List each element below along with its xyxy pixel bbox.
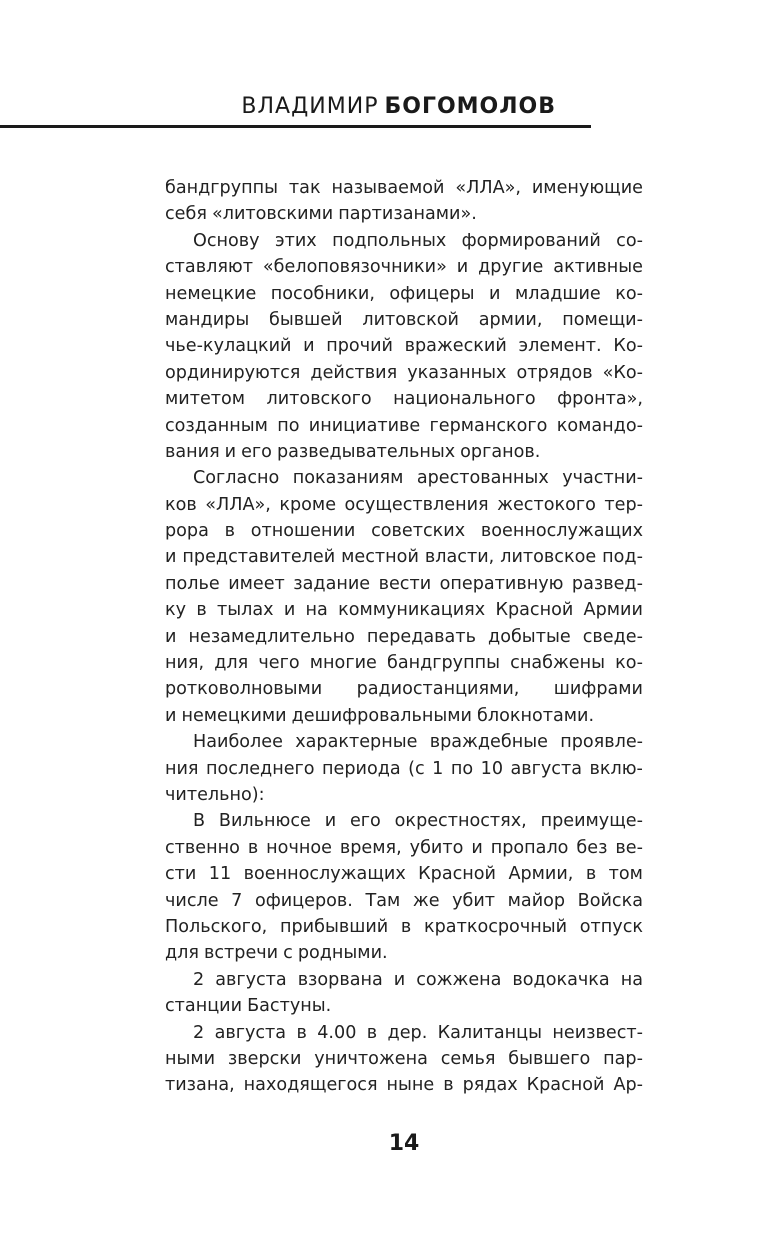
text-line: чье-кулацкий и прочий вражеский элемент. Ко- [165, 336, 643, 357]
header-rule [0, 125, 591, 128]
text-line: 2 августа взорвана и сожжена водокачка на [193, 969, 643, 990]
text-line: себя «литовскими партизанами». [165, 204, 477, 225]
text-line: ния, для чего многие бандгруппы снабжены ко- [165, 653, 643, 674]
text-line: Согласно показаниям арестованных участни- [193, 468, 643, 489]
text-line: мандиры бывшей литовской армии, помещи- [165, 309, 643, 330]
text-line: сти 11 военнослужащих Красной Армии, в том [165, 864, 643, 885]
page-number: 14 [388, 1131, 420, 1156]
text-line: ротковолновыми радиостанциями, шифрами [165, 679, 643, 700]
text-line: вания и его разведывательных органов. [165, 441, 541, 462]
author-first-name: ВЛАДИМИР [241, 94, 379, 119]
text-line: созданным по инициативе германского командо- [165, 415, 643, 436]
text-line: ными зверски уничтожена семья бывшего пар- [165, 1048, 643, 1069]
text-line: бандгруппы так называемой «ЛЛА», именующие [165, 178, 643, 198]
text-line: и немецкими дешифровальными блокнотами. [165, 705, 595, 726]
text-line: митетом литовского национального фронта», [165, 389, 643, 410]
text-line: тизана, находящегося ныне в рядах Красной Ар- [165, 1075, 643, 1096]
author-last-name: БОГОМОЛОВ [384, 94, 556, 119]
text-line: Наиболее характерные враждебные проявле- [193, 732, 643, 753]
text-line: ния последнего периода (с 1 по 10 августа вклю- [165, 758, 643, 779]
text-line: ставляют «белоповязочники» и другие активные [165, 257, 643, 278]
text-line: Основу этих подпольных формирований со- [193, 230, 643, 251]
text-line: станции Бастуны. [165, 996, 332, 1017]
text-line: и незамедлительно передавать добытые сведе- [165, 626, 643, 647]
text-line: немецкие пособники, офицеры и младшие ко- [165, 283, 643, 304]
text-line: ординируются действия указанных отрядов «Ко- [165, 362, 643, 383]
text-line: 2 августа в 4.00 в дер. Калитанцы неизвест- [193, 1022, 643, 1043]
running-head [0, 94, 556, 120]
text-line: полье имеет задание вести оперативную развед- [165, 573, 643, 594]
text-line: ственно в ночное время, убито и пропало без ве- [165, 837, 643, 858]
text-line: ку в тылах и на коммуникациях Красной Армии [165, 600, 643, 621]
text-line: для встречи с родными. [165, 943, 388, 964]
text-line: чительно): [165, 784, 265, 805]
body-text [165, 175, 643, 1099]
text-line: числе 7 офицеров. Там же убит майор Войска [165, 890, 643, 911]
text-line: рора в отношении советских военнослужащих [165, 521, 643, 542]
text-line: В Вильнюсе и его окрестностях, преимуще- [193, 811, 643, 832]
text-line: и представителей местной власти, литовское под- [165, 547, 643, 568]
text-line: ков «ЛЛА», кроме осуществления жестокого тер- [165, 494, 643, 515]
text-line: Польского, прибывший в краткосрочный отпуск [165, 916, 643, 937]
